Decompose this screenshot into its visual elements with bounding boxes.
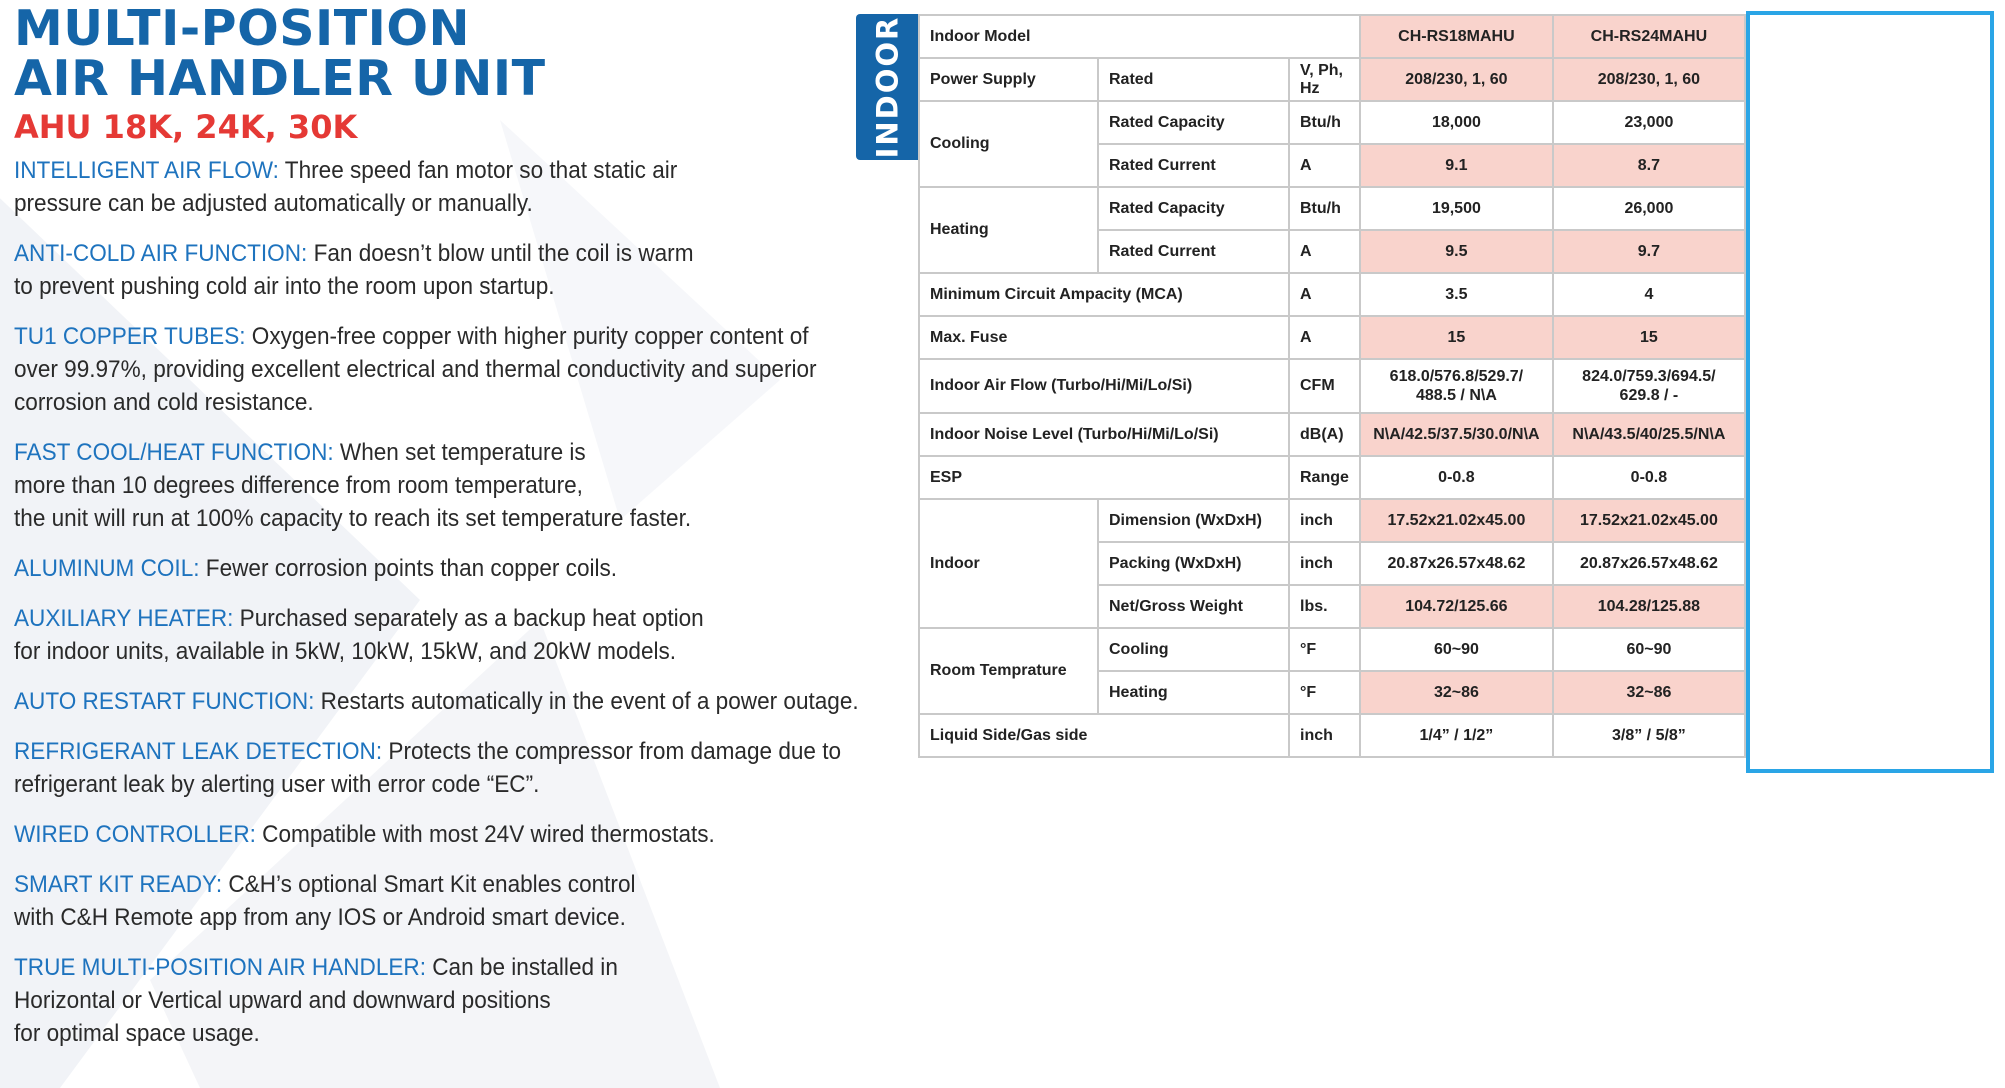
table-row [919,359,1745,413]
feature-text: Purchased separately as a backup heat option [233,605,704,632]
value-line: 824.0/759.3/694.5/ [1582,368,1716,385]
row-unit: °F [1289,671,1360,714]
feature-item [14,951,785,1050]
row-label: Max. Fuse [919,316,1289,359]
value-cell: 60~90 [1553,628,1745,671]
feature-text: Fewer corrosion points than copper coils. [199,555,618,582]
row-unit: Btu/h [1289,101,1360,144]
value-cell: 0-0.8 [1360,456,1553,499]
feature-heading: INTELLIGENT AIR FLOW: [14,157,279,184]
table-row [919,101,1745,144]
indoor-tab-label: INDOOR [870,15,904,159]
row-unit: A [1289,144,1360,187]
row-unit: inch [1289,714,1360,757]
feature-heading: TU1 COPPER TUBES: [14,323,246,350]
value-cell: 60~90 [1360,628,1553,671]
feature-line: to prevent pushing cold air into the room upon startup. [14,273,555,300]
value-cell: 208/230, 1, 60 [1360,58,1553,101]
feature-item [14,237,785,303]
value-cell: 32~86 [1553,671,1745,714]
row-label: Room Temprature [919,628,1098,714]
feature-line: more than 10 degrees difference from room temperature, [14,472,583,499]
feature-text: Compatible with most 24V wired thermostats. [255,821,715,848]
row-unit: °F [1289,628,1360,671]
feature-line [14,685,859,718]
page-title [14,0,834,107]
row-label: Power Supply [919,58,1098,101]
value-cell: 19,500 [1360,187,1553,230]
row-unit: Range [1289,456,1360,499]
row-unit: Btu/h [1289,187,1360,230]
feature-heading: ALUMINUM COIL: [14,555,200,582]
feature-item [14,436,785,535]
feature-heading: AUTO RESTART FUNCTION: [14,688,315,715]
feature-heading: ANTI-COLD AIR FUNCTION: [14,240,308,267]
feature-text: Protects the compressor from damage due to [382,738,842,765]
value-cell: 23,000 [1553,101,1745,144]
value-cell: N\A/42.5/37.5/30.0/N\A [1360,413,1553,456]
row-sublabel: Packing (WxDxH) [1098,542,1289,585]
feature-heading: TRUE MULTI-POSITION AIR HANDLER: [14,954,426,981]
feature-line [14,552,785,585]
row-sublabel: Rated Current [1098,144,1289,187]
value-cell: 17.52x21.02x45.00 [1360,499,1553,542]
value-cell: 1/4” / 1/2” [1360,714,1553,757]
feature-line [14,154,785,187]
feature-line: over 99.97%, providing excellent electrical and thermal conductivity and superior [14,356,817,383]
value-cell: 8.7 [1553,144,1745,187]
feature-line: the unit will run at 100% capacity to reach its set temperature faster. [14,505,692,532]
value-cell: 9.5 [1360,230,1553,273]
value-cell: 15 [1553,316,1745,359]
feature-line: Horizontal or Vertical upward and downward positions [14,987,551,1014]
feature-heading: FAST COOL/HEAT FUNCTION: [14,439,334,466]
value-cell: 20.87x26.57x48.62 [1553,542,1745,585]
table-row [919,499,1745,542]
value-cell: N\A/43.5/40/25.5/N\A [1553,413,1745,456]
feature-line: refrigerant leak by alerting user with error code “EC”. [14,771,540,798]
model-2: CH-RS24MAHU [1553,15,1745,58]
row-unit: inch [1289,542,1360,585]
value-line: 618.0/576.8/529.7/ [1389,368,1524,385]
value-cell: 208/230, 1, 60 [1553,58,1745,101]
feature-heading: WIRED CONTROLLER: [14,821,256,848]
row-label: Cooling [919,101,1098,187]
row-sublabel: Cooling [1098,628,1289,671]
feature-line [14,818,785,851]
feature-item [14,320,817,419]
title-line-1: MULTI-POSITION [14,0,471,57]
row-unit: A [1289,273,1360,316]
spec-table-wrapper [918,14,1746,758]
feature-line: for indoor units, available in 5kW, 10kW, 15kW, and 20kW models. [14,638,677,665]
row-unit: A [1289,230,1360,273]
row-sublabel: Rated Current [1098,230,1289,273]
row-sublabel: Rated [1098,58,1289,101]
feature-line [14,951,785,984]
feature-line: corrosion and cold resistance. [14,389,314,416]
feature-text: Fan doesn’t blow until the coil is warm [307,240,694,267]
feature-item [14,602,785,668]
feature-item [14,154,785,220]
feature-line [14,602,785,635]
feature-list [14,154,859,1050]
model-1: CH-RS18MAHU [1360,15,1553,58]
feature-line: for optimal space usage. [14,1020,260,1047]
value-cell: 18,000 [1360,101,1553,144]
feature-item [14,868,785,934]
title-line-2: AIR HANDLER UNIT [14,50,546,107]
value-cell: 9.7 [1553,230,1745,273]
table-row [919,316,1745,359]
value-cell: 104.28/125.88 [1553,585,1745,628]
row-sublabel: Rated Capacity [1098,101,1289,144]
empty-frame-outline [1746,11,1994,773]
table-row [919,187,1745,230]
value-cell [1360,359,1553,413]
feature-item [14,552,785,585]
feature-line [14,320,809,353]
indoor-model-label: Indoor Model [919,15,1360,58]
row-label: ESP [919,456,1289,499]
row-unit: inch [1289,499,1360,542]
row-unit: lbs. [1289,585,1360,628]
value-cell: 0-0.8 [1553,456,1745,499]
table-row [919,58,1745,101]
table-row [919,273,1745,316]
table-row [919,413,1745,456]
row-label: Minimum Circuit Ampacity (MCA) [919,273,1289,316]
indoor-tab [856,14,918,160]
table-row [919,714,1745,757]
feature-heading: SMART KIT READY: [14,871,223,898]
feature-heading: AUXILIARY HEATER: [14,605,234,632]
value-cell: 17.52x21.02x45.00 [1553,499,1745,542]
feature-item [14,818,785,851]
feature-text: C&H’s optional Smart Kit enables control [222,871,636,898]
value-cell: 26,000 [1553,187,1745,230]
row-label: Indoor Air Flow (Turbo/Hi/Mi/Lo/Si) [919,359,1289,413]
value-cell: 20.87x26.57x48.62 [1360,542,1553,585]
row-sublabel: Heating [1098,671,1289,714]
feature-heading: REFRIGERANT LEAK DETECTION: [14,738,383,765]
row-unit: CFM [1289,359,1360,413]
row-label: Indoor Noise Level (Turbo/Hi/Mi/Lo/Si) [919,413,1289,456]
row-unit: A [1289,316,1360,359]
value-cell: 9.1 [1360,144,1553,187]
feature-column [14,0,859,1067]
feature-line: with C&H Remote app from any IOS or Android smart device. [14,904,626,931]
feature-item [14,685,859,718]
feature-line [14,735,842,768]
feature-text: When set temperature is [333,439,586,466]
row-sublabel: Dimension (WxDxH) [1098,499,1289,542]
row-unit: V, Ph, Hz [1289,58,1360,101]
feature-line: pressure can be adjusted automatically or manually. [14,190,533,217]
row-label: Heating [919,187,1098,273]
feature-line [14,868,785,901]
row-label: Indoor [919,499,1098,628]
table-row [919,628,1745,671]
value-cell: 32~86 [1360,671,1553,714]
feature-item [14,735,842,801]
value-line: 488.5 / N\A [1415,387,1497,404]
value-cell: 3.5 [1360,273,1553,316]
feature-line [14,237,785,270]
row-sublabel: Net/Gross Weight [1098,585,1289,628]
value-cell: 4 [1553,273,1745,316]
spec-table [918,14,1746,758]
model-subtitle: AHU 18K, 24K, 30K [14,108,358,146]
value-line: 629.8 / - [1619,387,1679,404]
value-cell: 3/8” / 5/8” [1553,714,1745,757]
row-label: Liquid Side/Gas side [919,714,1289,757]
feature-text: Three speed fan motor so that static air [278,157,678,184]
row-sublabel: Rated Capacity [1098,187,1289,230]
value-cell: 104.72/125.66 [1360,585,1553,628]
feature-text: Restarts automatically in the event of a power outage. [314,688,859,715]
table-row [919,456,1745,499]
feature-line [14,436,785,469]
value-cell: 15 [1360,316,1553,359]
row-unit: dB(A) [1289,413,1360,456]
value-cell [1553,359,1745,413]
table-row [919,15,1745,58]
feature-text: Can be installed in [425,954,618,981]
feature-text: Oxygen-free copper with higher purity copper content of [245,323,809,350]
